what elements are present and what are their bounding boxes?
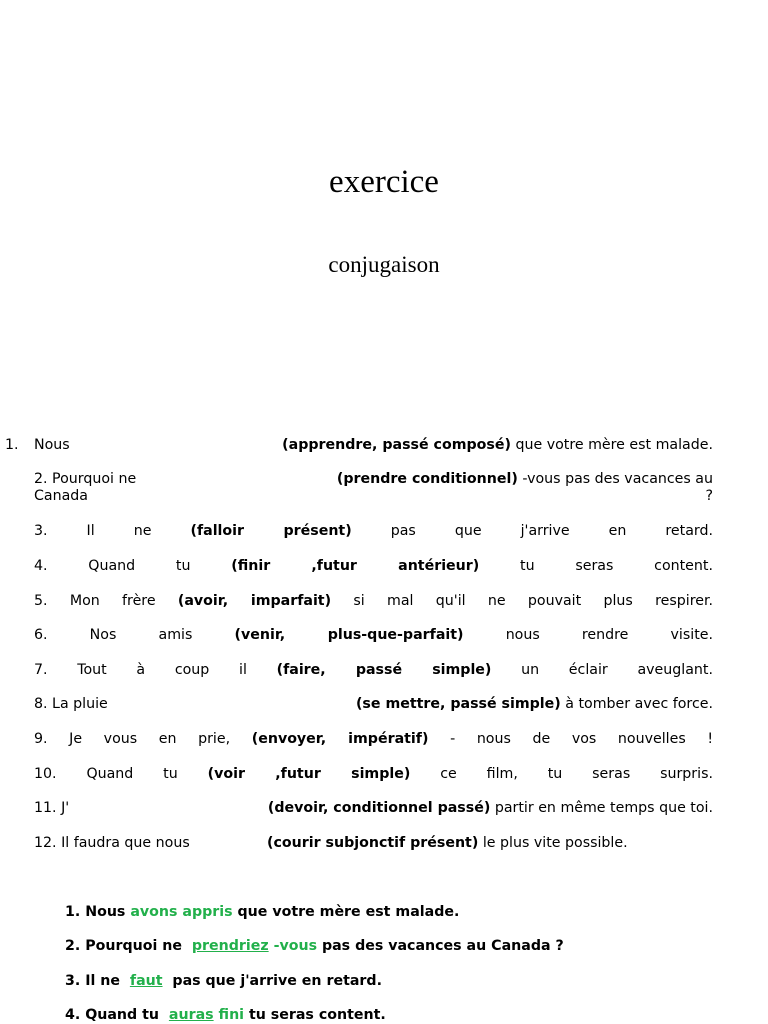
exercise-lead: 7. Tout à coup il (34, 662, 247, 678)
exercise-hint: (faire, passé simple) (276, 662, 492, 678)
exercise-2 (34, 471, 713, 505)
exercise-lead: 11. J' (34, 800, 70, 816)
exercise-lead: 5. Mon frère (34, 593, 156, 609)
exercise-hint: (envoyer, impératif) (251, 731, 429, 747)
answer-suffix: tu seras content. (244, 1007, 386, 1023)
exercise-lead: 9. Je vous en prie, (34, 731, 231, 747)
answer-participle: fini (213, 1007, 245, 1023)
exercise-hint: (avoir, imparfait) (177, 593, 332, 609)
answer-4 (65, 1006, 386, 1024)
exercise-tail: un éclair aveuglant. (521, 662, 713, 678)
exercise-hint: (devoir, conditionnel passé) (267, 800, 491, 816)
page-title: exercice (329, 164, 439, 200)
exercise-10 (34, 766, 713, 783)
answer-2 (65, 937, 564, 955)
exercise-hint: (falloir présent) (190, 523, 352, 539)
answer-verb: prendriez (191, 938, 269, 954)
answer-verb: faut (129, 973, 163, 989)
exercise-hint: (voir ,futur simple) (207, 766, 411, 782)
answer-3 (65, 972, 382, 990)
exercise-lead: 4. Quand tu (34, 558, 191, 574)
exercise-8 (34, 696, 713, 713)
exercise-11 (34, 800, 713, 817)
page-subtitle: conjugaison (328, 252, 440, 277)
answer-prefix: 2. Pourquoi ne (65, 938, 192, 954)
exercise-hint: (apprendre, passé composé) (282, 437, 511, 453)
answer-verb-pronoun: -vous (268, 938, 318, 954)
exercise-1 (5, 437, 713, 454)
exercise-continuation: Canada (34, 488, 88, 504)
exercise-tail: tu seras content. (520, 558, 713, 574)
exercise-hint: (courir subjonctif présent) (267, 835, 479, 851)
exercise-lead: 3. Il ne (34, 523, 152, 539)
exercise-tail: -vous pas des vacances au (522, 471, 713, 487)
answer-verb: avons appris (130, 904, 233, 920)
exercise-5 (34, 593, 713, 610)
exercise-hint: (finir ,futur antérieur) (231, 558, 480, 574)
exercise-4 (34, 558, 713, 575)
exercise-9 (34, 731, 713, 748)
exercise-question-mark: ? (705, 488, 713, 504)
answer-1 (65, 903, 459, 921)
exercise-hint: (venir, plus-que-parfait) (234, 627, 464, 643)
exercise-tail: ce film, tu seras surpris. (440, 766, 713, 782)
exercise-lead: 12. Il faudra que nous (34, 835, 190, 851)
exercise-6 (34, 627, 713, 644)
answer-suffix: pas des vacances au Canada ? (317, 938, 564, 954)
exercise-tail: à tomber avec force. (565, 696, 713, 712)
exercise-tail: - nous de vos nouvelles ! (450, 731, 714, 747)
exercise-hint: (prendre conditionnel) (336, 471, 518, 487)
exercise-lead: 2. Pourquoi ne (34, 471, 137, 487)
exercise-tail: le plus vite possible. (482, 835, 628, 851)
answer-prefix: 3. Il ne (65, 973, 130, 989)
exercise-lead: 10. Quand tu (34, 766, 178, 782)
exercise-tail: pas que j'arrive en retard. (390, 523, 713, 539)
exercise-12 (34, 835, 713, 852)
exercise-lead: 8. La pluie (34, 696, 108, 712)
exercise-hint: (se mettre, passé simple) (355, 696, 561, 712)
exercise-number: 1. (5, 437, 19, 453)
answer-auxiliary: auras (168, 1007, 214, 1023)
answer-suffix: pas que j'arrive en retard. (162, 973, 382, 989)
exercise-7 (34, 662, 713, 679)
answer-prefix: 1. Nous (65, 904, 131, 920)
exercise-tail: que votre mère est malade. (515, 437, 713, 453)
answer-prefix: 4. Quand tu (65, 1007, 169, 1023)
exercise-tail: si mal qu'il ne pouvait plus respirer. (353, 593, 713, 609)
exercise-tail: nous rendre visite. (505, 627, 713, 643)
exercise-lead: Nous (34, 437, 70, 453)
exercise-3 (34, 523, 713, 540)
exercise-tail: partir en même temps que toi. (494, 800, 713, 816)
exercise-lead: 6. Nos amis (34, 627, 193, 643)
answer-suffix: que votre mère est malade. (232, 904, 460, 920)
